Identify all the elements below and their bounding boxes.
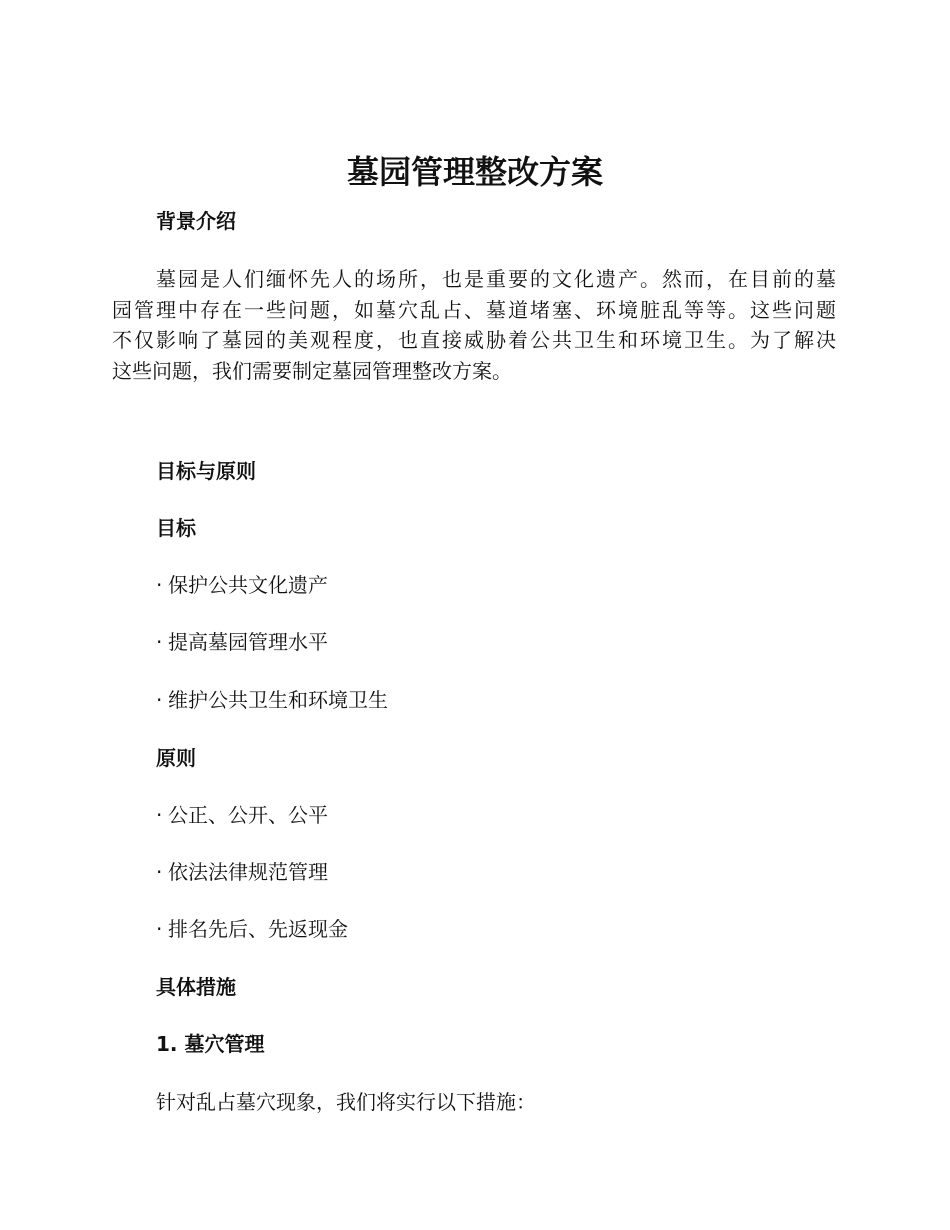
measures-intro-text: 针对乱占墓穴现象，我们将实行以下措施： (156, 1090, 536, 1114)
subheading-goals: 目标 (156, 516, 196, 540)
list-item-text: 提高墓园管理水平 (168, 630, 328, 654)
bullet-icon: · (156, 688, 163, 712)
paragraph-line: 墓园是人们缅怀先人的场所，也是重要的文化遗产。然而，在目前的墓 (156, 267, 836, 291)
list-item (156, 685, 388, 715)
paragraph-line: 这些问题，我们需要制定墓园管理整改方案。 (112, 359, 512, 384)
list-item (156, 914, 348, 944)
bullet-icon: · (156, 917, 163, 941)
list-item-text: 公正、公开、公平 (168, 803, 328, 827)
list-item-text: 保护公共文化遗产 (168, 573, 328, 597)
list-item (156, 800, 328, 830)
section-heading-background: 背景介绍 (156, 209, 236, 233)
paragraph-line: 园管理中存在一些问题，如墓穴乱占、墓道堵塞、环境脏乱等等。这些问题 (112, 297, 836, 322)
bullet-icon: · (156, 573, 163, 597)
subheading-principles: 原则 (156, 746, 196, 770)
list-item-text: 依法法律规范管理 (168, 860, 328, 884)
bullet-icon: · (156, 803, 163, 827)
bullet-icon: · (156, 630, 163, 654)
section-heading-goals-principles: 目标与原则 (156, 459, 256, 483)
section-heading-measures: 具体措施 (156, 975, 236, 999)
bullet-icon: · (156, 860, 163, 884)
paragraph-line: 不仅影响了墓园的美观程度，也直接威胁着公共卫生和环境卫生。为了解决 (112, 328, 836, 353)
list-item (156, 570, 328, 600)
background-paragraph (112, 264, 836, 387)
list-item-text: 排名先后、先返现金 (168, 917, 348, 941)
document-title: 墓园管理整改方案 (346, 153, 603, 191)
list-item-text: 维护公共卫生和环境卫生 (168, 688, 388, 712)
list-item (156, 627, 328, 657)
subheading-tomb-management: 1. 墓穴管理 (156, 1032, 265, 1056)
list-item (156, 857, 328, 887)
